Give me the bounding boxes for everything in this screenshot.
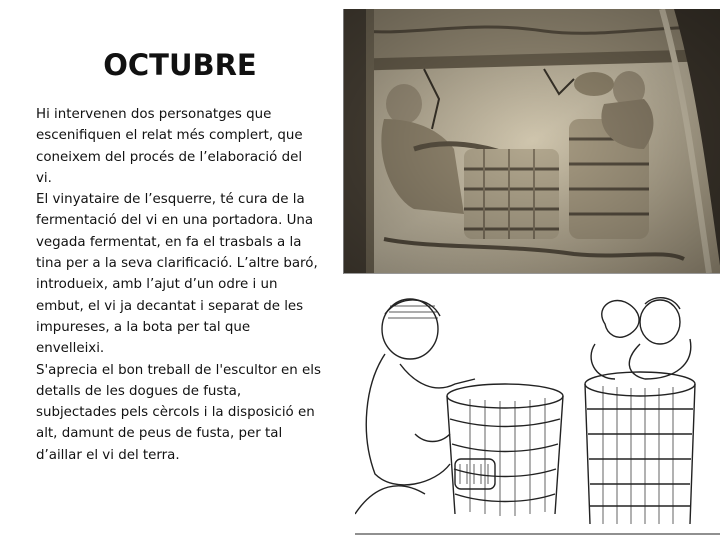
paragraph-vinyataire: El vinyataire de l’esquerre, té cura de la fermentació del vi en una portadora. Una vegada fermentat, en fa el trasbals a la tina per a la seva clarificació. L’altre baró, introdueix, amb l’ajut d’un odre i un embut, el vi ja decantat i separat de les impureses, a la bota per tal que envelleixi. xyxy=(36,192,318,357)
relief-line-drawing xyxy=(355,284,720,540)
slide-body-text xyxy=(36,104,322,466)
stone-relief-photo xyxy=(343,9,720,274)
slide-title: OCTUBRE xyxy=(103,48,257,82)
stone-relief-image xyxy=(344,9,720,273)
paragraph-intro: Hi intervenen dos personatges que escenifiquen el relat més complert, que coneixem del procés de l’elaboració del vi. xyxy=(36,107,303,186)
paragraph-escultor: S'aprecia el bon treball de l'escultor en els detalls de les dogues de fusta, subjectades pels cèrcols i la disposició en alt, damunt de peus de fusta, per tal d’aillar el vi del terra. xyxy=(36,362,321,463)
line-drawing-image xyxy=(355,284,720,540)
